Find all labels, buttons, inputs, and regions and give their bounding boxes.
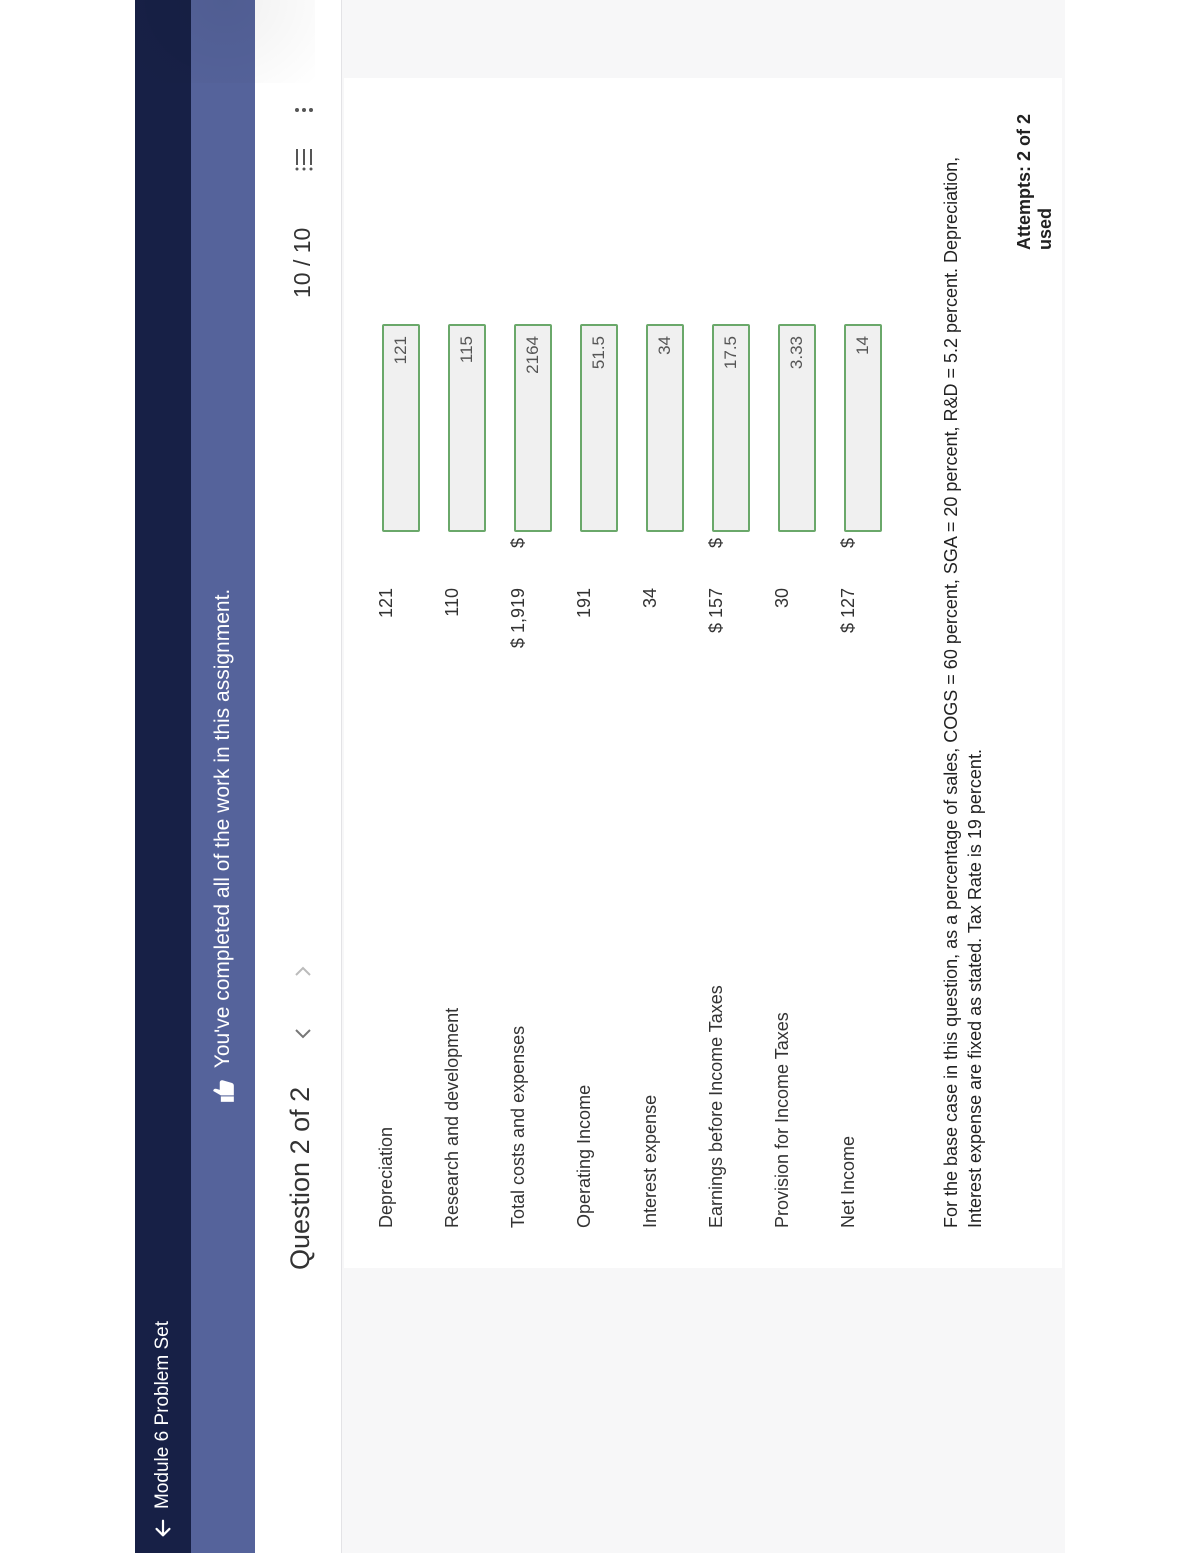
answer-input[interactable]: 17.5 — [712, 324, 750, 532]
row-label: Interest expense — [640, 1094, 660, 1228]
question-description: For the base case in this question, as a percentage of sales, COGS = 60 percent, SGA = 20 percent, R&D = 5.2 percent. Depreciation, Interest expense are fixed as stated. Tax Rate is 19 percent. — [941, 156, 985, 1228]
top-bar — [135, 0, 191, 1553]
table-row — [690, 78, 750, 1268]
answer-input[interactable]: 51.5 — [580, 324, 618, 532]
answer-input[interactable]: 115 — [448, 324, 486, 532]
row-value: $ 1,919 — [508, 588, 528, 649]
dollar-sign: $ — [838, 537, 858, 548]
answer-input[interactable]: 3.33 — [778, 324, 816, 532]
chevron-left-icon[interactable] — [293, 1023, 313, 1043]
row-value: 34 — [640, 588, 660, 609]
row-label: Provision for Income Taxes — [772, 1012, 792, 1228]
banner-message: You've completed all of the work in this assignment. — [211, 588, 234, 1069]
dollar-sign: $ — [508, 537, 528, 548]
question-navigation — [255, 0, 342, 1553]
table-row — [360, 78, 420, 1268]
overlay-shadow — [135, 0, 315, 83]
table-row — [822, 78, 882, 1268]
more-options-icon[interactable] — [293, 105, 315, 115]
table-row — [426, 78, 486, 1268]
module-title[interactable]: Module 6 Problem Set — [152, 1321, 173, 1509]
row-value: $ 127 — [838, 588, 858, 634]
question-title: Question 2 of 2 — [285, 1086, 315, 1270]
row-label: Total costs and expenses — [508, 1025, 528, 1228]
answer-input[interactable]: 14 — [844, 324, 882, 532]
attempts-counter: Attempts: 2 of 2 used — [1014, 113, 1055, 250]
table-row — [624, 78, 684, 1268]
row-value: 191 — [574, 588, 594, 619]
chevron-right-icon[interactable] — [293, 962, 313, 982]
table-row — [558, 78, 618, 1268]
score: 10 / 10 — [289, 227, 315, 298]
table-row — [492, 78, 552, 1268]
table-row — [756, 78, 816, 1268]
row-label: Earnings before Income Taxes — [706, 985, 726, 1228]
row-label: Depreciation — [376, 1126, 396, 1228]
row-label: Research and development — [442, 1007, 462, 1228]
row-value: 30 — [772, 588, 792, 609]
question-list-icon[interactable] — [291, 147, 317, 173]
completion-banner — [191, 0, 255, 1553]
answer-input[interactable]: 2164 — [514, 324, 552, 532]
row-value: 110 — [442, 588, 462, 617]
row-label: Operating Income — [574, 1084, 594, 1228]
thumbs-up-icon — [210, 1078, 236, 1104]
row-label: Net Income — [838, 1135, 858, 1228]
question-content — [344, 78, 1062, 1268]
dollar-sign: $ — [706, 537, 726, 548]
answer-input[interactable]: 34 — [646, 324, 684, 532]
answer-input[interactable]: 121 — [382, 324, 420, 532]
screen — [135, 0, 1065, 1553]
back-arrow-icon[interactable] — [152, 1517, 174, 1539]
row-value: $ 157 — [706, 588, 726, 634]
row-value: 121 — [376, 588, 396, 619]
